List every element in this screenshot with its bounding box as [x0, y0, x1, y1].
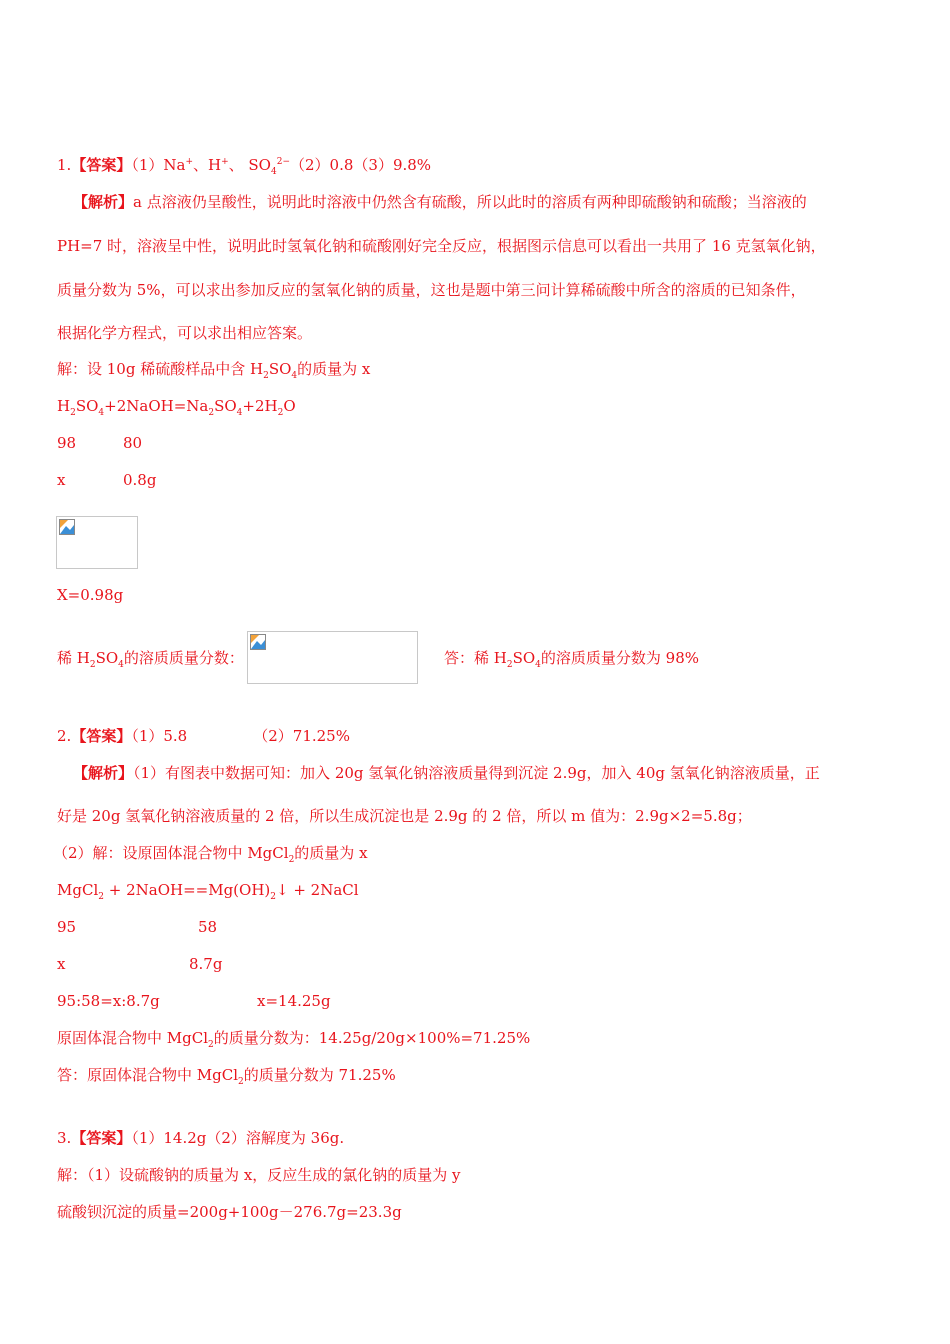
- q1-number: 1.: [57, 156, 72, 174]
- q1-equation: [57, 397, 296, 418]
- q2-analysis-line-2: 好是 20g 氢氧化钠溶液质量的 2 倍，所以生成沉淀也是 2.9g 的 2 倍，所以 m 值为：2.9g×2=5.8g；: [57, 807, 752, 825]
- q2-proportion: 95:58=x:8.7g: [57, 992, 160, 1010]
- q2-proportion-result: x=14.25g: [257, 992, 331, 1010]
- sub: 2: [208, 408, 215, 418]
- q2-equation: [57, 881, 359, 902]
- text: 答：稀 H: [444, 649, 507, 667]
- q2-answer-text: （2）71.25%: [253, 727, 350, 745]
- sub: 2: [263, 371, 269, 381]
- q1-answer-text: （1）Na: [131, 156, 186, 174]
- q3-answer-line: [57, 1129, 344, 1147]
- q1-mass-fraction-label: [57, 649, 244, 670]
- text: 解：设 10g 稀硫酸样品中含 H: [57, 360, 264, 378]
- text: 答：原固体混合物中 MgCl: [57, 1066, 239, 1084]
- q2-ratio-left: 95: [57, 918, 77, 936]
- q1-answer-tag: 【答案】: [71, 156, 132, 174]
- q1-solution-setup: [57, 360, 371, 381]
- sub: 2: [208, 1040, 214, 1050]
- text: 的质量分数为：14.25g/20g×100%=71.25%: [213, 1029, 531, 1047]
- broken-image-icon: [250, 634, 266, 650]
- q2-analysis-text: （1）有图表中数据可知：加入 20g 氢氧化钠溶液质量得到沉淀 2.9g，加入 40g 氢氧化钠溶液质量，正: [133, 764, 820, 782]
- sub: 2: [238, 1077, 244, 1087]
- sub: 4: [118, 660, 124, 670]
- q1-ratio-left: 98: [57, 434, 77, 452]
- sub: 2: [98, 892, 104, 902]
- sub: 2: [288, 855, 295, 865]
- q1-analysis-line-3: 质量分数为 5%，可以求出参加反应的氢氧化钠的质量，这也是题中第三问计算稀硫酸中所含的溶质的已知条件，: [57, 281, 806, 299]
- text: +2H: [242, 397, 278, 415]
- text: H: [57, 397, 71, 415]
- sub: 4: [98, 408, 105, 418]
- q2-analysis-line-1: [73, 764, 820, 782]
- text: ↓ + 2NaCl: [276, 881, 359, 899]
- q2-answer-tag: 【答案】: [71, 727, 132, 745]
- q1-sup: +: [185, 157, 193, 167]
- text: 的质量为 x: [297, 360, 371, 378]
- q1-formula-image: [56, 516, 138, 569]
- broken-image-icon: [59, 519, 75, 535]
- text: 的质量分数为 71.25%: [243, 1066, 396, 1084]
- sub: 4: [236, 408, 243, 418]
- text: SO: [75, 397, 99, 415]
- text: 稀 H: [57, 649, 90, 667]
- q2-mass-fraction: [57, 1029, 531, 1050]
- sub: 2: [270, 892, 276, 902]
- q2-x-right: 8.7g: [189, 955, 223, 973]
- sub: 2: [506, 660, 513, 670]
- text: 的质量为 x: [294, 844, 368, 862]
- q1-sub: 4: [270, 167, 277, 177]
- sub: 4: [535, 660, 541, 670]
- q2-answer-text: （1）5.8: [131, 727, 188, 745]
- q1-final-answer: [444, 649, 700, 670]
- q1-x-right: 0.8g: [123, 471, 157, 489]
- q2-answer-line: [57, 727, 350, 745]
- q1-fraction-image: [247, 631, 418, 684]
- text: （2）解：设原固体混合物中 MgCl: [53, 844, 289, 862]
- text: 的溶质质量分数：: [123, 649, 244, 667]
- text: + 2NaOH==Mg(OH): [103, 881, 271, 899]
- text: MgCl: [57, 881, 99, 899]
- q1-answer-text: 、 SO: [228, 156, 271, 174]
- q2-solution-setup: [53, 844, 368, 865]
- q1-answer-text: 、H: [193, 156, 222, 174]
- q2-final-answer: [57, 1066, 396, 1087]
- q2-x-left: x: [57, 955, 66, 973]
- q1-sup: 2−: [276, 157, 290, 167]
- sub: 2: [70, 408, 76, 418]
- text: 的溶质质量分数为 98%: [540, 649, 700, 667]
- q2-analysis-tag: 【解析】: [73, 764, 134, 782]
- q3-solution-setup: 解：（1）设硫酸钠的质量为 x，反应生成的氯化钠的质量为 y: [57, 1166, 461, 1184]
- q3-number: 3.: [57, 1129, 72, 1147]
- text: 原固体混合物中 MgCl: [57, 1029, 209, 1047]
- sub: 2: [89, 660, 96, 670]
- text: SO: [512, 649, 536, 667]
- q1-sup: +: [221, 157, 229, 167]
- q1-analysis-text: a 点溶液仍呈酸性，说明此时溶液中仍然含有硫酸，所以此时的溶质有两种即硫酸钠和硫酸；当溶液的: [133, 193, 807, 211]
- sub: 2: [277, 408, 284, 418]
- q1-answer-text: （2）0.8（3）9.8%: [290, 156, 432, 174]
- q3-precipitate-mass: 硫酸钡沉淀的质量=200g+100g－276.7g=23.3g: [57, 1203, 402, 1221]
- q3-answer-text: （1）14.2g（2）溶解度为 36g.: [131, 1129, 345, 1147]
- q1-result: X=0.98g: [57, 586, 124, 604]
- q2-ratio-right: 58: [198, 918, 218, 936]
- q1-analysis-line-1: [73, 193, 807, 211]
- q1-analysis-line-2: PH=7 时，溶液呈中性，说明此时氢氧化钠和硫酸刚好完全反应，根据图示信息可以看出一共用了 16 克氢氧化钠，: [57, 237, 826, 255]
- text: O: [283, 397, 296, 415]
- q1-analysis-tag: 【解析】: [73, 193, 134, 211]
- text: +2NaOH=Na: [104, 397, 209, 415]
- text: SO: [214, 397, 237, 415]
- text: SO: [95, 649, 119, 667]
- q1-ratio-right: 80: [123, 434, 143, 452]
- q1-analysis-line-4: 根据化学方程式，可以求出相应答案。: [57, 324, 313, 342]
- text: SO: [268, 360, 292, 378]
- sub: 4: [291, 371, 298, 381]
- q3-answer-tag: 【答案】: [71, 1129, 132, 1147]
- q2-number: 2.: [57, 727, 72, 745]
- q1-answer-line: [57, 156, 432, 177]
- q1-x-left: x: [57, 471, 66, 489]
